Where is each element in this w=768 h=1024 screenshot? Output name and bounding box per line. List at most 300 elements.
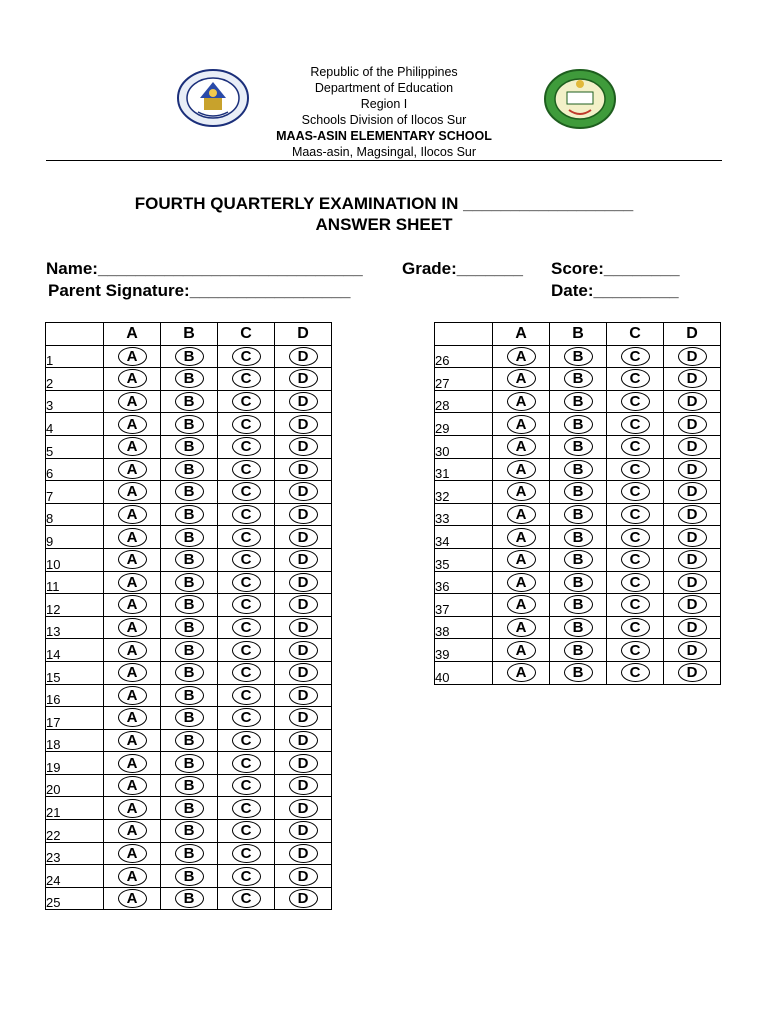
bubble-option-b[interactable]: B: [564, 641, 593, 660]
bubble-option-d[interactable]: D: [289, 460, 318, 479]
bubble-option-c[interactable]: C: [232, 867, 261, 886]
bubble-option-a[interactable]: A: [507, 482, 536, 501]
bubble-option-a[interactable]: A: [118, 618, 147, 637]
bubble-option-c[interactable]: C: [621, 392, 650, 411]
option-cell: [218, 616, 275, 639]
bubble-option-c[interactable]: C: [621, 415, 650, 434]
bubble-option-d[interactable]: D: [678, 482, 707, 501]
option-cell: [550, 571, 607, 594]
bubble-option-d[interactable]: D: [289, 437, 318, 456]
bubble-option-b[interactable]: B: [564, 550, 593, 569]
bubble-option-a[interactable]: A: [507, 415, 536, 434]
option-cell: [161, 481, 218, 504]
option-cell: [104, 820, 161, 843]
column-header-c: C: [607, 323, 664, 346]
bubble-option-b[interactable]: B: [175, 844, 204, 863]
option-cell: [275, 661, 332, 684]
bubble-option-d[interactable]: D: [678, 663, 707, 682]
option-cell: [550, 368, 607, 391]
option-cell: [104, 413, 161, 436]
option-cell: [493, 526, 550, 549]
bubble-option-d[interactable]: D: [678, 415, 707, 434]
bubble-option-b[interactable]: B: [175, 437, 204, 456]
item-number: 35: [435, 548, 493, 571]
bubble-option-d[interactable]: D: [289, 686, 318, 705]
bubble-option-c[interactable]: C: [232, 754, 261, 773]
answer-row: [435, 571, 721, 594]
bubble-option-c[interactable]: C: [232, 844, 261, 863]
option-cell: [275, 503, 332, 526]
option-cell: [664, 661, 721, 684]
item-number: 15: [46, 661, 104, 684]
bubble-option-b[interactable]: B: [175, 754, 204, 773]
bubble-option-c[interactable]: C: [232, 708, 261, 727]
bubble-option-d[interactable]: D: [289, 482, 318, 501]
bubble-option-b[interactable]: B: [175, 573, 204, 592]
bubble-option-a[interactable]: A: [507, 437, 536, 456]
option-cell: [275, 594, 332, 617]
item-number: 36: [435, 571, 493, 594]
bubble-option-c[interactable]: C: [232, 369, 261, 388]
option-cell: [161, 345, 218, 368]
option-cell: [550, 435, 607, 458]
bubble-option-b[interactable]: B: [175, 618, 204, 637]
option-cell: [275, 797, 332, 820]
bubble-option-b[interactable]: B: [564, 392, 593, 411]
option-cell: [493, 345, 550, 368]
bubble-option-d[interactable]: D: [289, 573, 318, 592]
bubble-option-a[interactable]: A: [507, 347, 536, 366]
bubble-option-c[interactable]: C: [232, 663, 261, 682]
option-cell: [218, 752, 275, 775]
bubble-option-b[interactable]: B: [175, 821, 204, 840]
item-number: 11: [46, 571, 104, 594]
bubble-option-d[interactable]: D: [289, 595, 318, 614]
answer-row: [46, 707, 332, 730]
option-cell: [218, 865, 275, 888]
bubble-option-a[interactable]: A: [118, 392, 147, 411]
option-cell: [607, 413, 664, 436]
bubble-option-a[interactable]: A: [507, 618, 536, 637]
option-cell: [607, 526, 664, 549]
bubble-option-b[interactable]: B: [175, 686, 204, 705]
bubble-option-a[interactable]: A: [118, 528, 147, 547]
bubble-option-a[interactable]: A: [118, 844, 147, 863]
item-number-header: [46, 323, 104, 346]
bubble-option-c[interactable]: C: [232, 550, 261, 569]
answer-row: [46, 548, 332, 571]
option-cell: [550, 345, 607, 368]
option-cell: [493, 368, 550, 391]
option-cell: [218, 774, 275, 797]
option-cell: [218, 842, 275, 865]
answer-table-left: [45, 322, 332, 910]
option-cell: [161, 458, 218, 481]
item-number: 31: [435, 458, 493, 481]
bubble-option-a[interactable]: A: [118, 437, 147, 456]
answer-row: [435, 616, 721, 639]
bubble-option-d[interactable]: D: [678, 437, 707, 456]
bubble-option-a[interactable]: A: [118, 460, 147, 479]
bubble-option-d[interactable]: D: [678, 460, 707, 479]
item-number: 21: [46, 797, 104, 820]
item-number: 10: [46, 548, 104, 571]
bubble-option-b[interactable]: B: [175, 799, 204, 818]
option-cell: [218, 526, 275, 549]
bubble-option-d[interactable]: D: [289, 844, 318, 863]
bubble-option-c[interactable]: C: [232, 618, 261, 637]
score-field[interactable]: Score:________: [551, 259, 680, 278]
option-cell: [664, 435, 721, 458]
option-cell: [104, 842, 161, 865]
item-number: 32: [435, 481, 493, 504]
option-cell: [218, 390, 275, 413]
bubble-option-a[interactable]: A: [118, 821, 147, 840]
bubble-option-c[interactable]: C: [232, 595, 261, 614]
bubble-option-c[interactable]: C: [621, 573, 650, 592]
option-cell: [218, 481, 275, 504]
bubble-option-c[interactable]: C: [232, 821, 261, 840]
bubble-option-b[interactable]: B: [175, 505, 204, 524]
option-cell: [493, 571, 550, 594]
item-number: 28: [435, 390, 493, 413]
bubble-option-b[interactable]: B: [564, 528, 593, 547]
option-cell: [104, 526, 161, 549]
bubble-option-b[interactable]: B: [564, 437, 593, 456]
option-cell: [161, 729, 218, 752]
header-region: Region I: [360, 97, 408, 111]
bubble-option-d[interactable]: D: [289, 776, 318, 795]
option-cell: [104, 865, 161, 888]
item-number: 6: [46, 458, 104, 481]
option-cell: [104, 774, 161, 797]
bubble-option-a[interactable]: A: [118, 686, 147, 705]
answer-table-header: [435, 323, 721, 346]
item-number: 40: [435, 661, 493, 684]
bubble-option-b[interactable]: B: [564, 573, 593, 592]
bubble-option-c[interactable]: C: [621, 437, 650, 456]
answer-row: [435, 435, 721, 458]
option-cell: [493, 548, 550, 571]
option-cell: [104, 684, 161, 707]
bubble-option-a[interactable]: A: [507, 505, 536, 524]
option-cell: [218, 684, 275, 707]
answer-row: [46, 684, 332, 707]
bubble-option-b[interactable]: B: [175, 663, 204, 682]
answer-row: [46, 503, 332, 526]
bubble-option-c[interactable]: C: [232, 347, 261, 366]
item-number: 18: [46, 729, 104, 752]
bubble-option-d[interactable]: D: [289, 505, 318, 524]
option-cell: [161, 661, 218, 684]
bubble-option-c[interactable]: C: [621, 550, 650, 569]
bubble-option-b[interactable]: B: [564, 347, 593, 366]
option-cell: [104, 368, 161, 391]
bubble-option-a[interactable]: A: [118, 482, 147, 501]
parent-signature-field[interactable]: Parent Signature:_________________: [48, 281, 351, 300]
bubble-option-b[interactable]: B: [175, 867, 204, 886]
item-number: 29: [435, 413, 493, 436]
bubble-option-b[interactable]: B: [175, 595, 204, 614]
bubble-option-b[interactable]: B: [175, 460, 204, 479]
option-cell: [664, 458, 721, 481]
answer-table-right: [434, 322, 721, 685]
bubble-option-b[interactable]: B: [175, 482, 204, 501]
bubble-option-c[interactable]: C: [232, 392, 261, 411]
answer-table-header: [46, 323, 332, 346]
answer-row: [435, 413, 721, 436]
bubble-option-c[interactable]: C: [621, 505, 650, 524]
option-cell: [275, 458, 332, 481]
date-field[interactable]: Date:_________: [551, 281, 679, 300]
bubble-option-d[interactable]: D: [289, 867, 318, 886]
option-cell: [493, 458, 550, 481]
bubble-option-c[interactable]: C: [621, 369, 650, 388]
option-cell: [275, 413, 332, 436]
option-cell: [550, 503, 607, 526]
option-cell: [607, 435, 664, 458]
item-number: 34: [435, 526, 493, 549]
bubble-option-c[interactable]: C: [621, 618, 650, 637]
bubble-option-a[interactable]: A: [118, 550, 147, 569]
bubble-option-c[interactable]: C: [232, 437, 261, 456]
option-cell: [104, 481, 161, 504]
bubble-option-d[interactable]: D: [289, 799, 318, 818]
option-cell: [493, 503, 550, 526]
answer-row: [46, 368, 332, 391]
bubble-option-b[interactable]: B: [175, 731, 204, 750]
bubble-option-d[interactable]: D: [678, 528, 707, 547]
bubble-option-a[interactable]: A: [118, 573, 147, 592]
bubble-option-c[interactable]: C: [232, 482, 261, 501]
option-cell: [607, 345, 664, 368]
answer-row: [46, 594, 332, 617]
bubble-option-c[interactable]: C: [621, 595, 650, 614]
answer-row: [46, 413, 332, 436]
answer-sheet-title: ANSWER SHEET: [315, 215, 453, 234]
item-number: 13: [46, 616, 104, 639]
option-cell: [218, 368, 275, 391]
option-cell: [493, 594, 550, 617]
bubble-option-b[interactable]: B: [175, 708, 204, 727]
bubble-option-c[interactable]: C: [232, 415, 261, 434]
bubble-option-d[interactable]: D: [678, 550, 707, 569]
item-number: 4: [46, 413, 104, 436]
option-cell: [161, 752, 218, 775]
bubble-option-a[interactable]: A: [118, 799, 147, 818]
bubble-option-d[interactable]: D: [289, 641, 318, 660]
item-number: 5: [46, 435, 104, 458]
option-cell: [664, 594, 721, 617]
bubble-option-a[interactable]: A: [118, 347, 147, 366]
bubble-option-c[interactable]: C: [232, 686, 261, 705]
option-cell: [104, 435, 161, 458]
bubble-option-c[interactable]: C: [232, 505, 261, 524]
bubble-option-b[interactable]: B: [175, 392, 204, 411]
bubble-option-c[interactable]: C: [232, 573, 261, 592]
bubble-option-b[interactable]: B: [175, 528, 204, 547]
column-header-a: A: [493, 323, 550, 346]
option-cell: [161, 413, 218, 436]
bubble-option-d[interactable]: D: [289, 550, 318, 569]
bubble-option-b[interactable]: B: [564, 505, 593, 524]
bubble-option-d[interactable]: D: [289, 889, 318, 908]
bubble-option-a[interactable]: A: [118, 415, 147, 434]
item-number: 24: [46, 865, 104, 888]
bubble-option-d[interactable]: D: [678, 618, 707, 637]
option-cell: [550, 526, 607, 549]
bubble-option-d[interactable]: D: [289, 663, 318, 682]
bubble-option-b[interactable]: B: [175, 347, 204, 366]
item-number: 39: [435, 639, 493, 662]
bubble-option-d[interactable]: D: [678, 369, 707, 388]
column-header-b: B: [161, 323, 218, 346]
bubble-option-d[interactable]: D: [678, 505, 707, 524]
grade-field[interactable]: Grade:_______: [402, 259, 523, 278]
item-number: 38: [435, 616, 493, 639]
answer-row: [435, 503, 721, 526]
option-cell: [607, 594, 664, 617]
bubble-option-a[interactable]: A: [118, 708, 147, 727]
option-cell: [275, 390, 332, 413]
bubble-option-a[interactable]: A: [118, 731, 147, 750]
option-cell: [607, 571, 664, 594]
bubble-option-a[interactable]: A: [507, 528, 536, 547]
item-number: 14: [46, 639, 104, 662]
column-header-b: B: [550, 323, 607, 346]
bubble-option-c[interactable]: C: [232, 528, 261, 547]
bubble-option-c[interactable]: C: [621, 460, 650, 479]
option-cell: [161, 865, 218, 888]
bubble-option-d[interactable]: D: [289, 369, 318, 388]
name-field[interactable]: Name:____________________________: [46, 259, 363, 278]
bubble-option-c[interactable]: C: [232, 641, 261, 660]
bubble-option-a[interactable]: A: [507, 663, 536, 682]
bubble-option-a[interactable]: A: [118, 754, 147, 773]
bubble-option-a[interactable]: A: [507, 460, 536, 479]
bubble-option-c[interactable]: C: [621, 482, 650, 501]
column-header-a: A: [104, 323, 161, 346]
item-number: 2: [46, 368, 104, 391]
bubble-option-a[interactable]: A: [118, 505, 147, 524]
bubble-option-d[interactable]: D: [678, 595, 707, 614]
option-cell: [104, 345, 161, 368]
option-cell: [104, 594, 161, 617]
bubble-option-a[interactable]: A: [118, 663, 147, 682]
option-cell: [607, 368, 664, 391]
option-cell: [607, 639, 664, 662]
answer-row: [46, 661, 332, 684]
bubble-option-d[interactable]: D: [678, 347, 707, 366]
bubble-option-d[interactable]: D: [678, 392, 707, 411]
bubble-option-c[interactable]: C: [621, 528, 650, 547]
bubble-option-c[interactable]: C: [232, 731, 261, 750]
option-cell: [275, 481, 332, 504]
bubble-option-d[interactable]: D: [289, 347, 318, 366]
option-cell: [218, 661, 275, 684]
bubble-option-a[interactable]: A: [507, 550, 536, 569]
bubble-option-b[interactable]: B: [175, 415, 204, 434]
bubble-option-b[interactable]: B: [564, 618, 593, 637]
option-cell: [104, 797, 161, 820]
item-number: 12: [46, 594, 104, 617]
bubble-option-d[interactable]: D: [289, 821, 318, 840]
item-number-header: [435, 323, 493, 346]
bubble-option-a[interactable]: A: [118, 867, 147, 886]
bubble-option-a[interactable]: A: [118, 369, 147, 388]
bubble-option-b[interactable]: B: [175, 550, 204, 569]
bubble-option-a[interactable]: A: [507, 573, 536, 592]
bubble-option-a[interactable]: A: [507, 641, 536, 660]
bubble-option-d[interactable]: D: [289, 731, 318, 750]
bubble-option-b[interactable]: B: [564, 415, 593, 434]
bubble-option-d[interactable]: D: [678, 573, 707, 592]
bubble-option-c[interactable]: C: [232, 460, 261, 479]
item-number: 23: [46, 842, 104, 865]
bubble-option-b[interactable]: B: [564, 482, 593, 501]
bubble-option-a[interactable]: A: [507, 392, 536, 411]
bubble-option-a[interactable]: A: [118, 889, 147, 908]
option-cell: [493, 413, 550, 436]
option-cell: [161, 390, 218, 413]
bubble-option-c[interactable]: C: [621, 641, 650, 660]
bubble-option-b[interactable]: B: [564, 369, 593, 388]
bubble-option-b[interactable]: B: [564, 663, 593, 682]
bubble-option-d[interactable]: D: [289, 415, 318, 434]
bubble-option-d[interactable]: D: [289, 528, 318, 547]
bubble-option-c[interactable]: C: [232, 889, 261, 908]
bubble-option-b[interactable]: B: [564, 595, 593, 614]
option-cell: [275, 842, 332, 865]
bubble-option-a[interactable]: A: [118, 641, 147, 660]
item-number: 19: [46, 752, 104, 775]
option-cell: [104, 661, 161, 684]
option-cell: [104, 571, 161, 594]
answer-row: [435, 526, 721, 549]
answer-row: [46, 774, 332, 797]
bubble-option-b[interactable]: B: [175, 369, 204, 388]
option-cell: [550, 481, 607, 504]
bubble-option-d[interactable]: D: [289, 708, 318, 727]
option-cell: [218, 503, 275, 526]
bubble-option-c[interactable]: C: [232, 776, 261, 795]
option-cell: [218, 707, 275, 730]
bubble-option-c[interactable]: C: [621, 347, 650, 366]
bubble-option-c[interactable]: C: [621, 663, 650, 682]
bubble-option-b[interactable]: B: [175, 889, 204, 908]
answer-row: [46, 390, 332, 413]
item-number: 16: [46, 684, 104, 707]
option-cell: [275, 368, 332, 391]
option-cell: [275, 865, 332, 888]
bubble-option-c[interactable]: C: [232, 799, 261, 818]
item-number: 1: [46, 345, 104, 368]
bubble-option-a[interactable]: A: [118, 776, 147, 795]
bubble-option-b[interactable]: B: [564, 460, 593, 479]
bubble-option-d[interactable]: D: [289, 618, 318, 637]
bubble-option-a[interactable]: A: [507, 595, 536, 614]
bubble-option-a[interactable]: A: [118, 595, 147, 614]
exam-title: FOURTH QUARTERLY EXAMINATION IN __________________: [134, 194, 634, 213]
option-cell: [664, 368, 721, 391]
bubble-option-b[interactable]: B: [175, 641, 204, 660]
bubble-option-b[interactable]: B: [175, 776, 204, 795]
bubble-option-d[interactable]: D: [289, 392, 318, 411]
item-number: 7: [46, 481, 104, 504]
bubble-option-a[interactable]: A: [507, 369, 536, 388]
bubble-option-d[interactable]: D: [678, 641, 707, 660]
bubble-option-d[interactable]: D: [289, 754, 318, 773]
